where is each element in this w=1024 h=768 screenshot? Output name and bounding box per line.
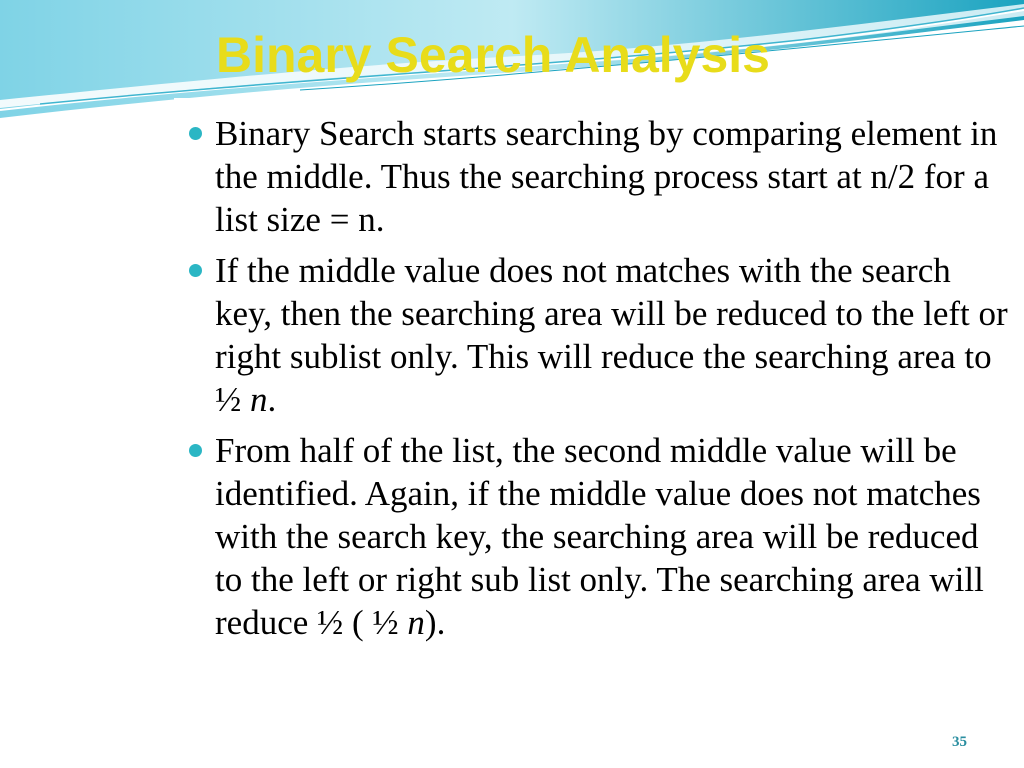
content-area [174,98,1012,738]
bullet-item [174,429,1010,644]
bullet-item [174,112,1010,241]
bullet-text: From half of the list, the second middle value will be identified. Again, if the middle value does not matches with the search key, the searching area will be reduced to the left or right sub list only. The searching area will reduce ½ ( ½ [215,431,984,642]
bullet-italic-variable: n [407,603,425,642]
bullet-dot-icon [189,264,202,277]
bullet-italic-variable: n [250,380,268,419]
bullet-dot-icon [189,127,202,140]
bullet-item [174,249,1010,421]
slide-title: Binary Search Analysis [216,27,770,83]
bullet-text: Binary Search starts searching by comparing element in the middle. Thus the searching process start at n/2 for a list size = n. [215,114,998,239]
bullet-list [174,112,1010,652]
bullet-text-end: ). [424,603,446,642]
bullet-text-end: . [267,380,277,419]
bullet-text: If the middle value does not matches with the search key, then the searching area will be reduced to the left or right sublist only. This will reduce the searching area to ½ [215,251,1008,419]
page-number: 35 [952,734,967,750]
bullet-dot-icon [189,444,202,457]
